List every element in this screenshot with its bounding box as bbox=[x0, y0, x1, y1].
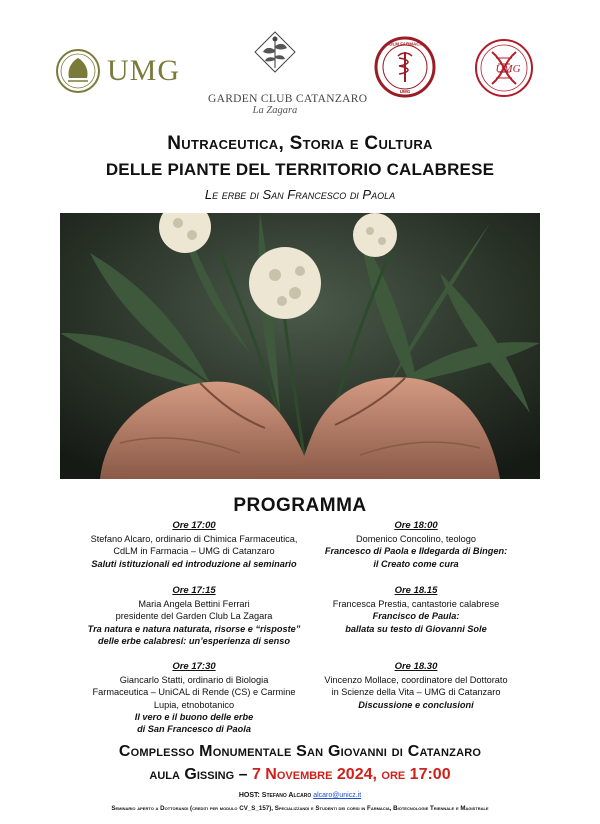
slot-talk-title-line2: di San Francesco di Paola bbox=[137, 724, 251, 735]
programma-slot-1715 bbox=[64, 585, 324, 647]
slot-time: Ore 18.30 bbox=[394, 661, 438, 672]
slot-speaker: Stefano Alcaro, ordinario di Chimica Farmaceutica, bbox=[90, 534, 298, 545]
slot-speaker-affiliation: in Scienze della Vita – UMG di Catanzaro bbox=[331, 687, 501, 698]
slot-speaker: Giancarlo Statti, ordinario di Biologia bbox=[119, 675, 269, 686]
host-name: Stefano Alcaro bbox=[261, 792, 312, 799]
umg-logo bbox=[55, 48, 180, 94]
slot-time: Ore 17:30 bbox=[172, 661, 216, 672]
slot-talk-title: Tra natura e natura naturata, risorse e “risposte” bbox=[87, 623, 301, 634]
footer-note: Seminario aperto a Dottorandi (crediti per modulo CV_S_157), Specializzandi e Studenti dei corsi in Farmacia, Biotecnologie Triennale e Magistrale bbox=[111, 805, 489, 812]
garden-club-logo bbox=[208, 30, 368, 116]
slot-talk-title: Francesco di Paola e Ildegarda di Bingen: bbox=[324, 546, 508, 557]
slot-speaker: Maria Angela Bettini Ferrari bbox=[138, 599, 250, 610]
hero-photo bbox=[60, 213, 540, 479]
garden-club-name: GARDEN CLUB CATANZARO bbox=[208, 93, 368, 105]
programma-heading: PROGRAMMA bbox=[233, 495, 367, 516]
host-email-link[interactable]: alcaro@unicz.it bbox=[313, 792, 362, 799]
venue-date-line bbox=[0, 766, 600, 784]
slot-talk-title: Discussione e conclusioni bbox=[358, 699, 474, 710]
programma-slot-1730 bbox=[64, 661, 324, 735]
programma-slot-1830 bbox=[286, 661, 546, 711]
event-date: 7 Novembre 2024, ore 17:00 bbox=[251, 766, 451, 783]
slot-speaker-extra: Lupia, etnobotanico bbox=[153, 699, 235, 710]
event-subtitle: Le erbe di San Francesco di Paola bbox=[204, 187, 396, 202]
slot-talk-title-line2: il Creato come cura bbox=[373, 558, 459, 569]
cdlm-farmacia-logo bbox=[374, 36, 436, 98]
slot-time: Ore 17:15 bbox=[172, 585, 216, 596]
umg-dottorato-logo bbox=[474, 38, 534, 98]
slot-talk-title-line2: ballata su testo di Giovanni Sole bbox=[345, 623, 487, 634]
garden-club-subname: La Zagara bbox=[252, 105, 298, 116]
cdlm-farmacia-logo-bottom: UMG bbox=[399, 89, 411, 94]
umg-dottorato-logo-text: UMG bbox=[495, 63, 521, 75]
programma-slot-1815 bbox=[286, 585, 546, 635]
slot-time: Ore 18:00 bbox=[394, 520, 438, 531]
host-line bbox=[0, 792, 600, 799]
slot-speaker-affiliation: CdLM in Farmacia – UMG di Catanzaro bbox=[113, 546, 275, 557]
umg-seal-icon bbox=[55, 48, 101, 94]
slot-time: Ore 18.15 bbox=[394, 585, 438, 596]
slot-speaker: Vincenzo Mollace, coordinatore del Dottorato bbox=[324, 675, 508, 686]
slot-speaker: Domenico Concolino, teologo bbox=[355, 534, 477, 545]
hands-with-flowers-illustration bbox=[60, 213, 540, 479]
slot-speaker: Francesca Prestia, cantastorie calabrese bbox=[332, 599, 500, 610]
host-label: HOST: bbox=[238, 792, 260, 799]
slot-talk-title: Saluti istituzionali ed introduzione al seminario bbox=[91, 558, 297, 569]
slot-talk-title-line2: delle erbe calabresi: un’esperienza di senso bbox=[98, 635, 290, 646]
programma-slot-1800 bbox=[286, 520, 546, 570]
logo-bar bbox=[0, 30, 600, 130]
slot-talk-title: Il vero e il buono delle erbe bbox=[134, 711, 254, 722]
garden-club-emblem-icon bbox=[253, 30, 297, 86]
cdlm-farmacia-logo-text: CDLM FARMACIA bbox=[386, 41, 424, 47]
event-title: Nutraceutica, Storia e Cultura bbox=[167, 133, 433, 154]
umg-logo-text: UMG bbox=[107, 54, 181, 87]
slot-speaker-affiliation: Farmaceutica – UniCAL di Rende (CS) e Carmine bbox=[92, 687, 296, 698]
slot-time: Ore 17:00 bbox=[172, 520, 216, 531]
slot-talk-title: Francisco de Paula: bbox=[372, 611, 460, 622]
venue-name: Complesso Monumentale San Giovanni di Catanzaro bbox=[118, 743, 482, 760]
programma-slot-1700 bbox=[64, 520, 324, 570]
venue-room: aula Gissing – bbox=[149, 766, 252, 783]
slot-speaker-affiliation: presidente del Garden Club La Zagara bbox=[115, 611, 273, 622]
event-title-line2: DELLE PIANTE DEL TERRITORIO CALABRESE bbox=[105, 160, 495, 179]
